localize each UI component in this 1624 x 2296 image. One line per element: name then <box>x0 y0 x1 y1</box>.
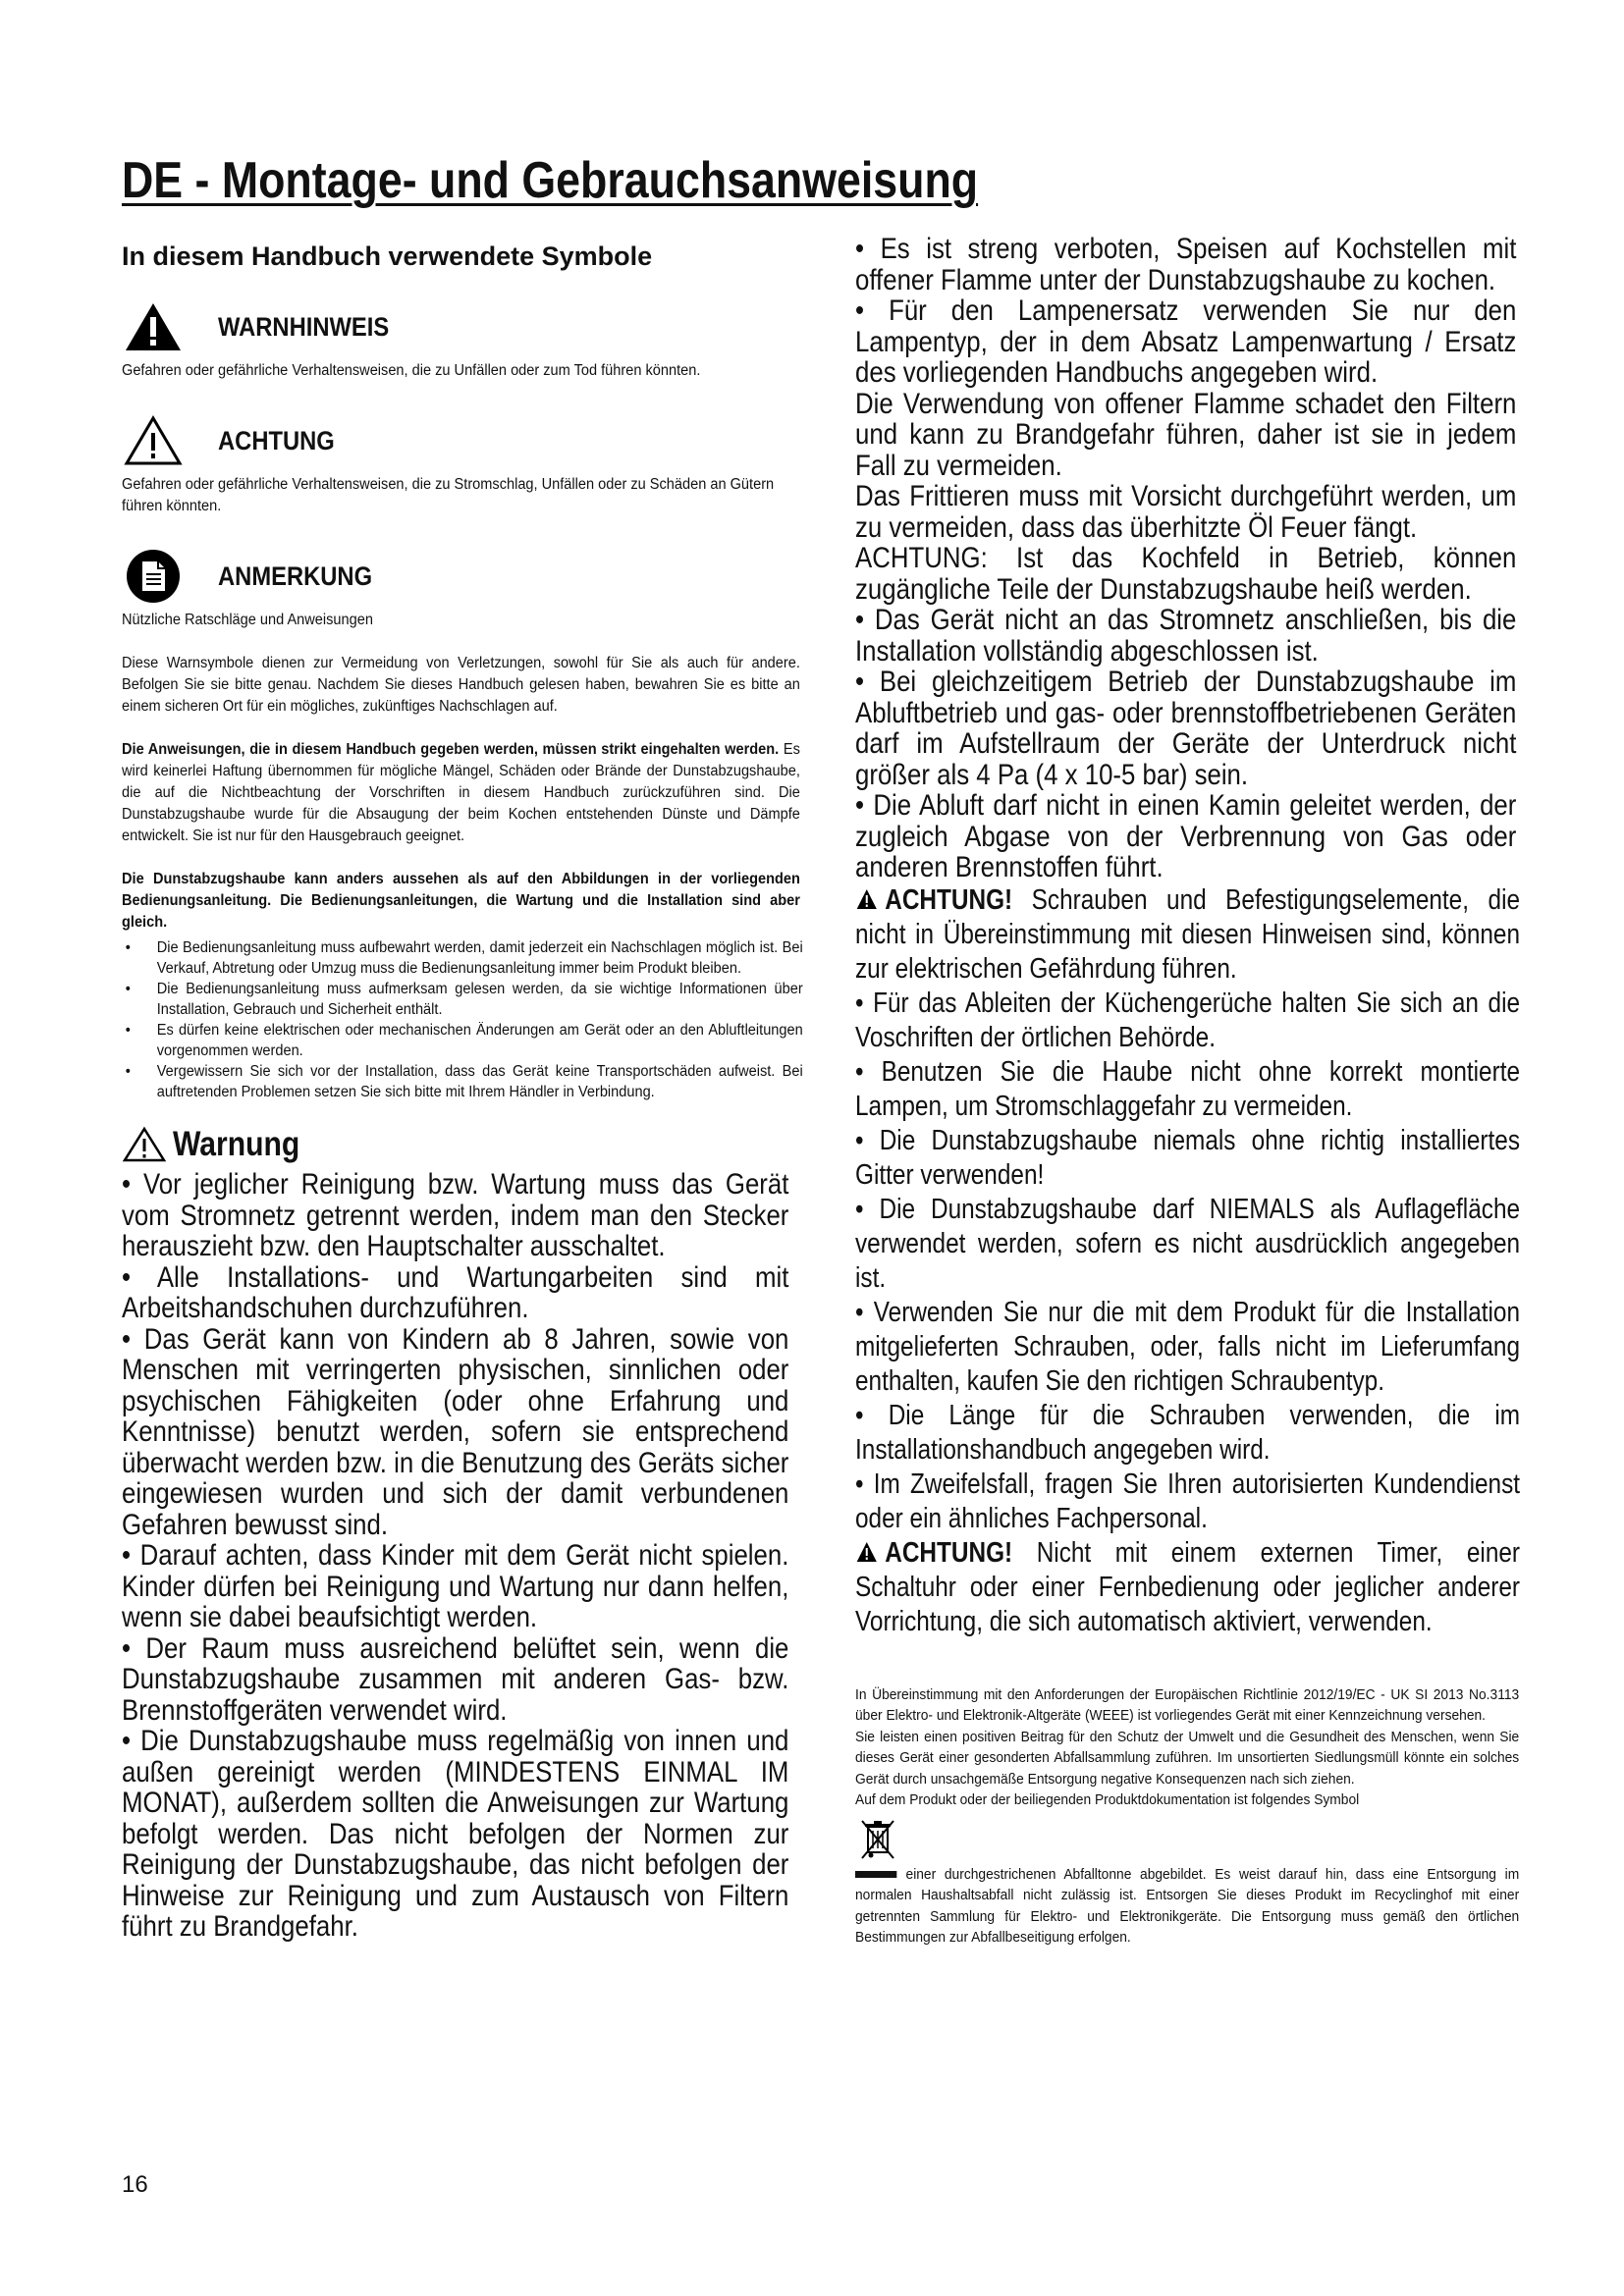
symbol-description: Nützliche Ratschläge und Anweisungen <box>122 612 373 628</box>
weee-paragraph: In Übereinstimmung mit den Anforderungen der Europäischen Richtlinie 2012/19/EC - UK SI 2013 No.3113 über Elektro- und Elektronik-Altgeräte (WEEE) ist vorliegendes Gerät mit einer Kennzeichnung versehen. <box>855 1685 1520 1724</box>
safety-paragraph: • Bei gleichzeitigem Betrieb der Dunstabzugshaube im Abluftbetrieb und gas- oder brennstoffbetriebenen Geräten darf im Aufstellraum der Geräte der Unterdruck nicht größer als 4 Pa (4 x 10-5 bar) sein. <box>855 666 1517 791</box>
crossed-bin-icon <box>859 1819 896 1862</box>
safety-paragraph: • Es ist streng verboten, Speisen auf Kochstellen mit offener Flamme unter der Dunstabzugshaube zu kochen. <box>855 233 1517 296</box>
warnung-paragraph: • Die Dunstabzugshaube muss regelmäßig von innen und außen gereinigt werden (MINDESTENS EINMAL IM MONAT), außerdem sollten die Anweisungen zur Wartung befolgt werden. Das nicht befolgen der Normen zur Reinigung der Dunstabzugshaube, das nicht befolgen der Hinweise zur Reinigung und zum Austausch von Filtern führt zu Brandgefahr. <box>122 1725 789 1943</box>
instructions-bold: Die Anweisungen, die in diesem Handbuch gegeben werden, müssen strikt eingehalten werden. <box>122 741 780 758</box>
symbol-warnhinweis <box>122 297 799 382</box>
safety-paragraph: Das Frittieren muss mit Vorsicht durchgeführt werden, um zu vermeiden, dass das überhitzte Öl Feuer fängt. <box>855 480 1517 544</box>
warning-filled-triangle-icon <box>855 1540 879 1564</box>
safety-paragraph: • Benutzen Sie die Haube nicht ohne korrekt montierte Lampen, um Stromschlaggefahr zu vermeiden. <box>855 1055 1521 1122</box>
appearance-bold-text: Die Dunstabzugshaube kann anders aussehen als auf den Abbildungen in der vorliegenden Bedienungsanleitung. Die Bedienungsanleitungen, die Wartung und die Installation sind aber gleich. <box>122 871 800 931</box>
left-column <box>122 234 803 1943</box>
achtung-timer-note <box>855 1536 1520 1639</box>
warnung-body <box>122 1169 799 1943</box>
weee-after-text: einer durchgestrichenen Abfalltonne abgebildet. Es weist darauf hin, dass eine Entsorgung im normalen Haushaltsabfall nicht zulässig ist. Entsorgen Sie dieses Produkt im Recyclinghof mit einer getrennten Sammlung für Elektro- und Elektronikgeräte. Die Entsorgung muss gemäß den örtlichen Bestimmungen zur Abfallbeseitigung erfolgen. <box>855 1865 1520 1946</box>
safety-paragraph: • Die Dunstabzugshaube niemals ohne richtig installiertes Gitter verwenden! <box>855 1124 1521 1191</box>
warning-filled-triangle-icon <box>855 887 879 911</box>
symbols-heading: In diesem Handbuch verwendete Symbole <box>122 241 653 271</box>
instructions-paragraph <box>122 739 800 847</box>
symbol-label: ANMERKUNG <box>218 561 373 591</box>
safety-paragraph: • Im Zweifelsfall, fragen Sie Ihren autorisierten Kundendienst oder ein ähnliches Fachpersonal. <box>855 1468 1521 1534</box>
achtung-text: Schrauben und Befestigungselemente, die nicht in Übereinstimmung mit diesen Hinweisen sind, können zur elektrischen Gefährdung führen. <box>855 883 1521 985</box>
achtung-text: Nicht mit einem externen Timer, einer Schaltuhr oder einer Fernbedienung oder jeglicher anderer Vorrichtung, die sich automatisch aktiviert, verwenden. <box>855 1536 1521 1637</box>
list-item: • Es dürfen keine elektrischen oder mechanischen Änderungen am Gerät oder an den Abluftleitungen vorgenommen werden. <box>122 1020 803 1061</box>
symbol-anmerkung <box>122 547 799 631</box>
safety-paragraph: • Verwenden Sie nur die mit dem Produkt für die Installation mitgelieferten Schrauben, oder, falls nicht im Lieferumfang enthalten, kaufen Sie den richtigen Schraubentyp. <box>855 1296 1521 1397</box>
list-item: • Die Bedienungsanleitung muss aufmerksam gelesen werden, da sie wichtige Informationen über Installation, Gebrauch und Sicherheit enthält. <box>122 979 803 1020</box>
symbol-label: ACHTUNG <box>218 425 335 455</box>
warning-filled-triangle-icon <box>122 299 185 354</box>
safety-paragraph: • Die Länge für die Schrauben verwenden, die im Installationshandbuch angegeben wird. <box>855 1399 1521 1466</box>
weee-section <box>855 1684 1523 1949</box>
warnung-paragraph: • Vor jeglicher Reinigung bzw. Wartung muss das Gerät vom Stromnetz getrennt werden, indem man den Stecker herauszieht bzw. den Hauptschalter ausschaltet. <box>122 1168 789 1262</box>
safety-paragraph: ACHTUNG: Ist das Kochfeld in Betrieb, können zugängliche Teile der Dunstabzugshaube heiß werden. <box>855 542 1517 606</box>
symbol-description: Gefahren oder gefährliche Verhaltensweisen, die zu Stromschlag, Unfällen oder zu Schäden an Gütern führen könnten. <box>122 476 775 514</box>
warning-outline-triangle-icon <box>122 1126 167 1163</box>
page-title: DE - Montage- und Gebrauchsanweisung <box>122 152 979 209</box>
weee-paragraph: Sie leisten einen positiven Beitrag für den Schutz der Umwelt und die Gesundheit des Menschen, wenn Sie dieses Gerät einer gesonderten Abfallsammlung zuführen. Im unsortierten Siedlungsmüll könnte ein solches Gerät durch unsachgemäße Entsorgung negative Konsequenzen nach sich ziehen. <box>855 1728 1520 1788</box>
note-document-icon <box>122 549 185 604</box>
right-column <box>855 234 1523 1949</box>
appearance-list <box>122 937 803 1102</box>
weee-paragraph: Auf dem Produkt oder der beiliegenden Produktdokumentation ist folgendes Symbol <box>855 1791 1360 1808</box>
safety-paragraph: • Für den Lampenersatz verwenden Sie nur den Lampentyp, der in dem Absatz Lampenwartung / Ersatz des vorliegenden Handbuchs angegeben wird. <box>855 294 1517 389</box>
warnung-paragraph: • Darauf achten, dass Kinder mit dem Gerät nicht spielen. Kinder dürfen bei Reinigung und Wartung nur dann helfen, wenn sie dabei beaufsichtigt werden. <box>122 1539 789 1633</box>
warnung-paragraph: • Alle Installations- und Wartungarbeiten sind mit Arbeitshandschuhen durchzuführen. <box>122 1260 789 1324</box>
warnung-title: Warnung <box>173 1125 300 1163</box>
warnung-paragraph: • Der Raum muss ausreichend belüftet sein, wenn die Dunstabzugshaube zusammen mit anderen Gas- bzw. Brennstoffgeräten verwendet wird. <box>122 1631 789 1727</box>
weee-after-paragraph <box>855 1864 1519 1949</box>
warning-outline-triangle-icon <box>122 413 185 468</box>
achtung-label: ACHTUNG! <box>885 1536 1013 1569</box>
achtung-screws-note <box>855 883 1520 987</box>
appearance-bold <box>122 869 800 934</box>
list-item: • Vergewissern Sie sich vor der Installation, dass das Gerät keine Transportschäden aufweist. Bei auftretenden Problemen setzen Sie sich bitte mit Ihrem Händler in Verbindung. <box>122 1061 803 1102</box>
achtung-label: ACHTUNG! <box>885 883 1013 916</box>
safety-paragraph: • Die Abluft darf nicht in einen Kamin geleitet werden, der zugleich Abgase von der Verbrennung von Gas oder anderen Brennstoffen führt. <box>855 789 1517 883</box>
symbol-description: Gefahren oder gefährliche Verhaltensweisen, die zu Unfällen oder zum Tod führen könnten. <box>122 362 701 379</box>
instructions-text: Es wird keinerlei Haftung übernommen für mögliche Mängel, Schäden oder Brände der Dunstabzugshaube, die auf die Nichtbeachtung der Vorschriften in diesem Handbuch zurückzuführen sind. Die Dunstabzugshaube wurde für die Absaugung der beim Kochen entstehenden Dünste und Dämpfe entwickelt. Sie ist nur für den Hausgebrauch geeignet. <box>122 741 800 844</box>
safety-paragraph: • Die Dunstabzugshaube darf NIEMALS als Auflagefläche verwendet werden, sofern es nicht ausdrücklich angegeben ist. <box>855 1193 1521 1294</box>
safety-paragraph: Die Verwendung von offener Flamme schadet den Filtern und kann zu Brandgefahr führen, daher ist sie in jedem Fall zu vermeiden. <box>855 387 1517 482</box>
list-item: • Die Bedienungsanleitung muss aufbewahrt werden, damit jederzeit ein Nachschlagen möglich ist. Bei Verkauf, Abtretung oder Umzug muss die Bedienungsanleitung immer beim Produkt bleiben. <box>122 937 803 979</box>
warnung-paragraph: • Das Gerät kann von Kindern ab 8 Jahren, sowie von Menschen mit verringerten physischen, sinnlichen oder psychischen Fähigkeiten (oder ohne Erfahrung und Kenntnisse) benutzt werden, sofern sie entsprechend überwacht werden bzw. in die Benutzung des Geräts sicher eingewiesen wurden und sich der damit verbundenen Gefahren bewusst sind. <box>122 1322 789 1541</box>
symbol-achtung <box>122 411 799 517</box>
safety-paragraph: • Für das Ableiten der Küchengerüche halten Sie sich an die Voschriften der örtlichen Behörde. <box>855 987 1521 1053</box>
symbol-label: WARNHINWEIS <box>218 311 390 342</box>
safety-paragraph: • Das Gerät nicht an das Stromnetz anschließen, bis die Installation vollständig abgeschlossen ist. <box>855 604 1517 667</box>
warnung-heading <box>122 1124 799 1165</box>
intro-text: Diese Warnsymbole dienen zur Vermeidung von Verletzungen, sowohl für Sie als auch für andere. Befolgen Sie sie bitte genau. Nachdem Sie dieses Handbuch gelesen haben, bewahren Sie es bitte an einem sicheren Ort für ein mögliches, zukünftiges Nachschlagen auf. <box>122 655 800 715</box>
page-number: 16 <box>122 2171 148 2198</box>
weee-bar <box>855 1871 896 1878</box>
